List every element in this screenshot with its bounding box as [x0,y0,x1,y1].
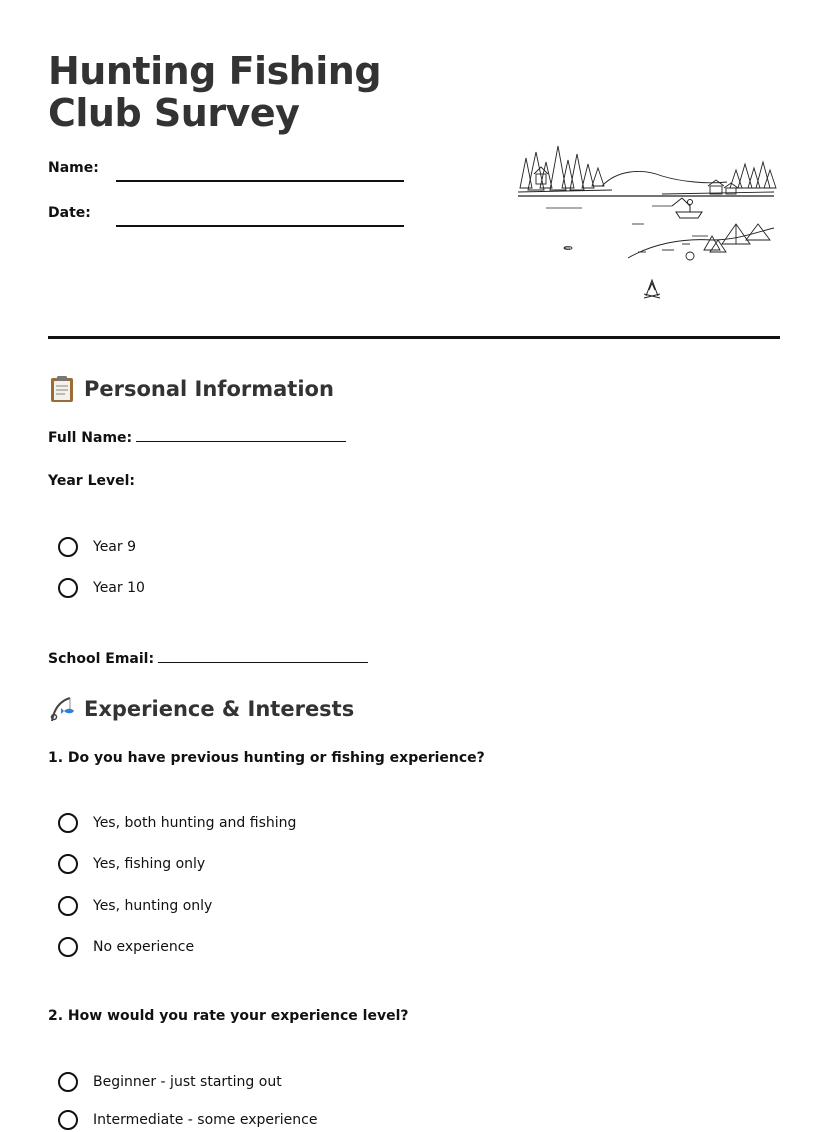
header-divider [48,336,780,339]
radio-button[interactable] [58,813,78,833]
radio-option-year-10[interactable] [58,576,145,600]
lake-camp-illustration [512,140,780,305]
full-name-input-line[interactable] [136,429,346,442]
radio-option-label: Yes, fishing only [93,856,206,872]
school-email-label: School Email: [48,651,155,667]
date-input-line[interactable] [116,225,404,227]
year-level-label: Year Level: [48,473,136,489]
date-label: Date: [48,205,91,221]
radio-button[interactable] [58,537,78,557]
school-email-input-line[interactable] [158,650,368,663]
radio-option-label: Yes, hunting only [93,898,213,914]
full-name-label: Full Name: [48,430,133,446]
school-email-field [48,650,368,667]
radio-option-no-experience[interactable] [58,935,194,959]
clipboard-icon [48,375,76,403]
name-field [48,160,408,190]
radio-option-label: No experience [93,939,195,955]
radio-option-label: Year 9 [93,539,136,555]
section-heading-experience [48,692,354,726]
fishing-pole-icon [48,695,76,723]
radio-button[interactable] [58,1110,78,1130]
radio-option-year-9[interactable] [58,535,136,559]
full-name-field [48,429,346,446]
section-title-experience: Experience & Interests [84,697,355,721]
radio-option-beginner[interactable] [58,1070,282,1094]
radio-option-hunting-only[interactable] [58,894,212,918]
name-input-line[interactable] [116,180,404,182]
radio-button[interactable] [58,854,78,874]
radio-option-label: Year 10 [93,580,145,596]
question-2-text: 2. How would you rate your experience level? [48,1008,409,1024]
question-1-text: 1. Do you have previous hunting or fishing experience? [48,750,485,766]
radio-option-intermediate[interactable] [58,1108,317,1132]
radio-button[interactable] [58,578,78,598]
radio-option-label: Yes, both hunting and fishing [93,815,297,831]
date-field [48,205,408,235]
radio-button[interactable] [58,1072,78,1092]
section-title-personal: Personal Information [84,377,334,401]
radio-button[interactable] [58,896,78,916]
radio-option-label: Beginner - just starting out [93,1074,282,1090]
section-heading-personal [48,372,334,406]
radio-button[interactable] [58,937,78,957]
page-title: Hunting Fishing Club Survey [48,49,382,135]
name-label: Name: [48,160,99,176]
radio-option-fishing-only[interactable] [58,852,205,876]
radio-option-label: Intermediate - some experience [93,1112,318,1128]
radio-option-both[interactable] [58,811,296,835]
